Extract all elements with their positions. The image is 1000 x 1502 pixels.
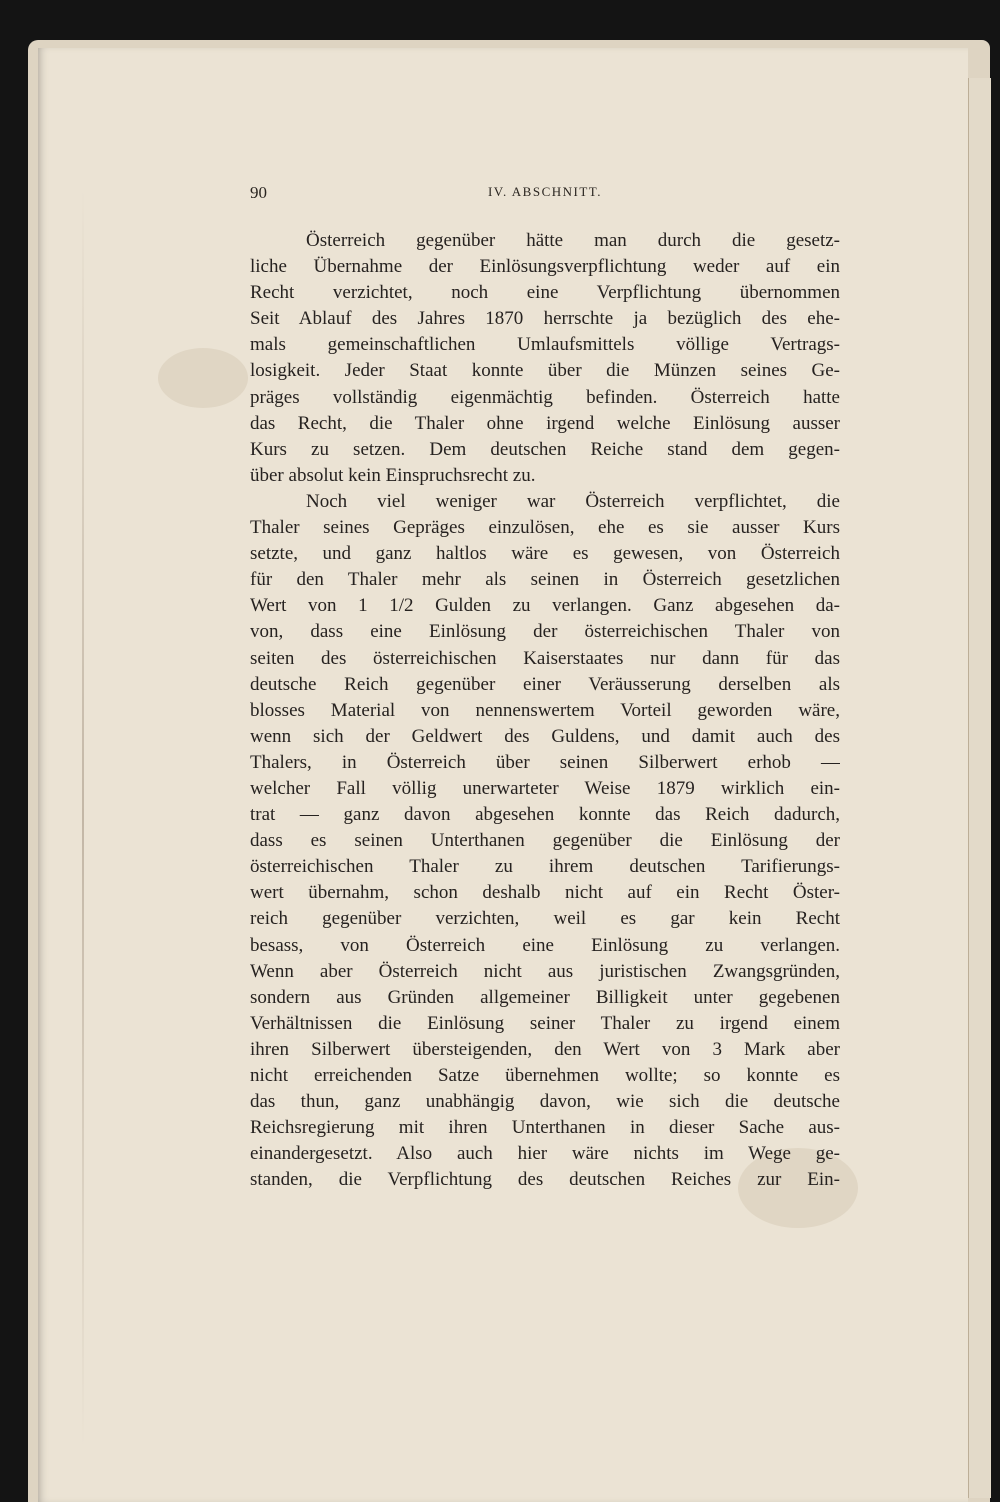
text-line: ihren Silberwert übersteigenden, den Wert von 3 Mark aber [250, 1038, 840, 1060]
text-line: von, dass eine Einlösung der österreichischen Thaler von [250, 621, 840, 643]
text-line: reich gegenüber verzichten, weil es gar kein Recht [250, 908, 840, 930]
text-line: mals gemeinschaftlichen Umlaufsmittels völlige Vertrags- [250, 334, 840, 356]
text-line: für den Thaler mehr als seinen in Österreich gesetzlichen [250, 569, 840, 591]
text-line: losigkeit. Jeder Staat konnte über die Münzen seines Ge- [250, 360, 840, 382]
text-line: nicht erreichenden Satze übernehmen wollte; so konnte es [250, 1065, 840, 1086]
text-line: blosses Material von nennenswertem Vorteil geworden wäre, [250, 699, 840, 721]
text-line: Reichsregierung mit ihren Unterthanen in dieser Sache aus- [250, 1117, 840, 1139]
text-line: über absolut kein Einspruchsrecht zu. [250, 464, 536, 486]
text-line: wenn sich der Geldwert des Guldens, und damit auch des [250, 725, 840, 747]
text-line: Thaler seines Gepräges einzulösen, ehe es sie ausser Kurs [250, 517, 840, 539]
text-line: Thalers, in Österreich über seinen Silberwert erhob — [250, 751, 840, 773]
section-title: IV. ABSCHNITT. [487, 184, 603, 199]
text-line: Wenn aber Österreich nicht aus juristischen Zwangsgründen, [250, 960, 840, 982]
facing-page-edge [968, 78, 991, 1498]
running-head [250, 183, 840, 207]
text-line: deutsche Reich gegenüber einer Veräusserung derselben als [250, 673, 840, 695]
text-line: Noch viel weniger war Österreich verpflichtet, die [306, 490, 840, 512]
text-line: Österreich gegenüber hätte man durch die gesetz- [306, 230, 840, 251]
text-line: einandergesetzt. Also auch hier wäre nichts im Wege ge- [250, 1143, 840, 1165]
text-line: Seit Ablauf des Jahres 1870 herrschte ja bezüglich des ehe- [250, 308, 840, 330]
paper-stain [158, 348, 248, 408]
text-line: dass es seinen Unterthanen gegenüber die Einlösung der [250, 830, 840, 852]
text-line: seiten des österreichischen Kaiserstaates nur dann für das [250, 647, 840, 669]
text-line: sondern aus Gründen allgemeiner Billigkeit unter gegebenen [250, 986, 840, 1008]
binding-shadow [82, 188, 84, 1448]
text-line: standen, die Verpflichtung des deutschen Reiches zur Ein- [250, 1169, 840, 1191]
text-line: das Recht, die Thaler ohne irgend welche Einlösung ausser [250, 412, 840, 434]
text-line: Wert von 1 1/2 Gulden zu verlangen. Ganz abgesehen da- [250, 595, 840, 617]
text-line: wert übernahm, schon deshalb nicht auf ein Recht Öster- [250, 882, 840, 904]
text-line: setzte, und ganz haltlos wäre es gewesen, von Österreich [250, 543, 840, 565]
page-number: 90 [250, 183, 267, 202]
text-line: welcher Fall völlig unerwarteter Weise 1879 wirklich ein- [250, 777, 840, 799]
text-line: österreichischen Thaler zu ihrem deutschen Tarifierungs- [250, 856, 840, 878]
text-line: Kurs zu setzen. Dem deutschen Reiche stand dem gegen- [250, 438, 840, 460]
text-line: liche Übernahme der Einlösungsverpflichtung weder auf ein [250, 256, 840, 278]
text-line: Recht verzichtet, noch eine Verpflichtung übernommen [250, 282, 840, 304]
text-line: Verhältnissen die Einlösung seiner Thaler zu irgend einem [250, 1012, 840, 1034]
text-line: das thun, ganz unabhängig davon, wie sich die deutsche [250, 1091, 840, 1113]
body-text [250, 228, 840, 1193]
text-line: trat — ganz davon abgesehen konnte das Reich dadurch, [250, 804, 840, 826]
text-line: präges vollständig eigenmächtig befinden. Österreich hatte [250, 386, 840, 408]
text-line: besass, von Österreich eine Einlösung zu verlangen. [250, 934, 840, 956]
